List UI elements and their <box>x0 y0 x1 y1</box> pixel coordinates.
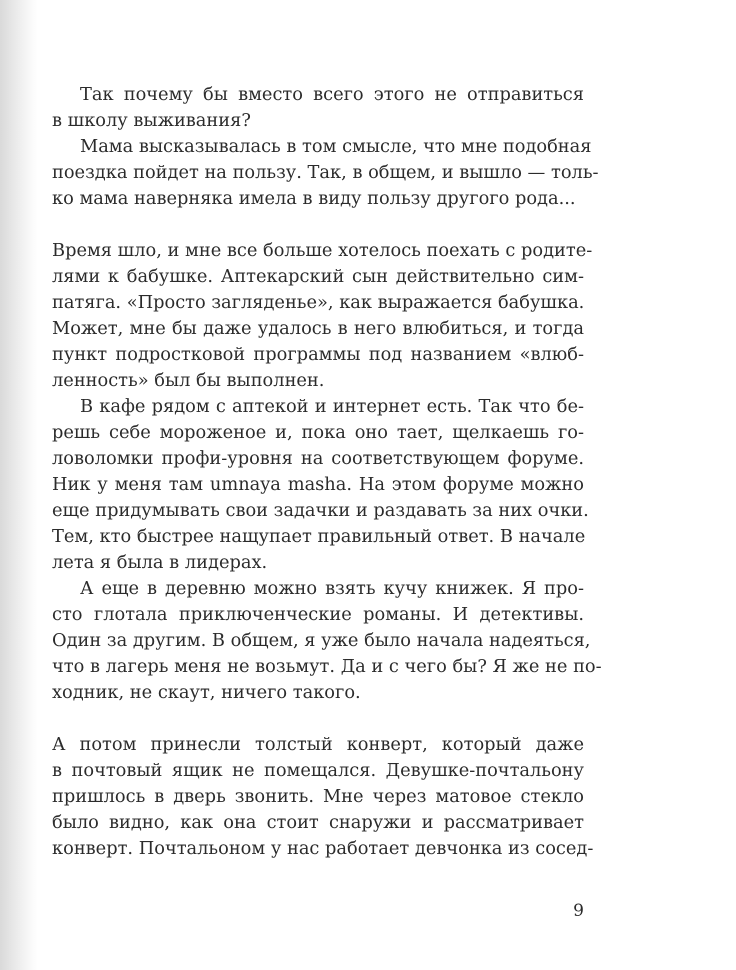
text-line: Мама высказывалась в том смысле, что мне подобная <box>80 136 592 157</box>
paragraph <box>52 732 594 862</box>
text-line: А потом принесли толстый конверт, который даже <box>52 734 584 755</box>
text-line: еще придумывать свои задачки и раздавать за них очки. <box>52 500 589 521</box>
text-line: в школу выживания? <box>52 110 251 131</box>
text-line: поездка пойдет на пользу. Так, в общем, и вышло — толь- <box>52 162 599 183</box>
text-line: что в лагерь меня не возьмут. Да и с чего бы? Я же не по- <box>52 656 602 677</box>
section-break <box>52 706 584 732</box>
text-line: ленность» был бы выполнен. <box>52 370 325 391</box>
text-line: пункт подростковой программы под названием «влюб- <box>52 344 584 365</box>
paragraph <box>52 394 589 576</box>
paragraph <box>52 576 602 706</box>
text-line: было видно, как она стоит снаружи и рассматривает <box>52 812 584 833</box>
text-line: пришлось в дверь звонить. Мне через матовое стекло <box>52 786 584 807</box>
text-line: А еще в деревню можно взять кучу книжек. Я про- <box>80 578 584 599</box>
text-line: Тем, кто быстрее нащупает правильный ответ. В начале <box>52 526 586 547</box>
text-line: лета я была в лидерах. <box>52 552 268 573</box>
text-line: патяга. «Просто загляденье», как выражается бабушка. <box>52 292 585 313</box>
text-line: ловоломки профи-уровня на соответствующем форуме. <box>52 448 584 469</box>
text-line: Ник у меня там umnaya masha. На этом форуме можно <box>52 474 584 495</box>
text-line: решь себе мороженое и, пока оно тает, щелкаешь го- <box>52 422 584 443</box>
text-line: Так почему бы вместо всего этого не отправиться <box>80 84 584 105</box>
section-break <box>52 212 584 238</box>
text-line: В кафе рядом с аптекой и интернет есть. Так что бе- <box>80 396 584 417</box>
text-line: Время шло, и мне все больше хотелось поехать с родите- <box>52 240 593 261</box>
paragraph <box>52 82 584 134</box>
text-line: в почтовый ящик не помещался. Девушке-почтальону <box>52 760 584 781</box>
text-line: конверт. Почтальоном у нас работает девчонка из сосед- <box>52 838 594 859</box>
page-number: 9 <box>573 901 584 921</box>
text-line: ко мама наверняка имела в виду пользу другого рода... <box>52 188 576 209</box>
book-page-text <box>52 82 602 862</box>
page-gutter-shadow <box>0 0 38 970</box>
paragraph <box>52 134 599 212</box>
text-line: лями к бабушке. Аптекарский сын действительно сим- <box>52 266 584 287</box>
text-line: Один за другим. В общем, я уже было начала надеяться, <box>52 630 591 651</box>
paragraph <box>52 238 593 394</box>
text-line: Может, мне бы даже удалось в него влюбиться, и тогда <box>52 318 584 339</box>
text-line: сто глотала приключенческие романы. И детективы. <box>52 604 584 625</box>
text-line: ходник, не скаут, ничего такого. <box>52 682 361 703</box>
